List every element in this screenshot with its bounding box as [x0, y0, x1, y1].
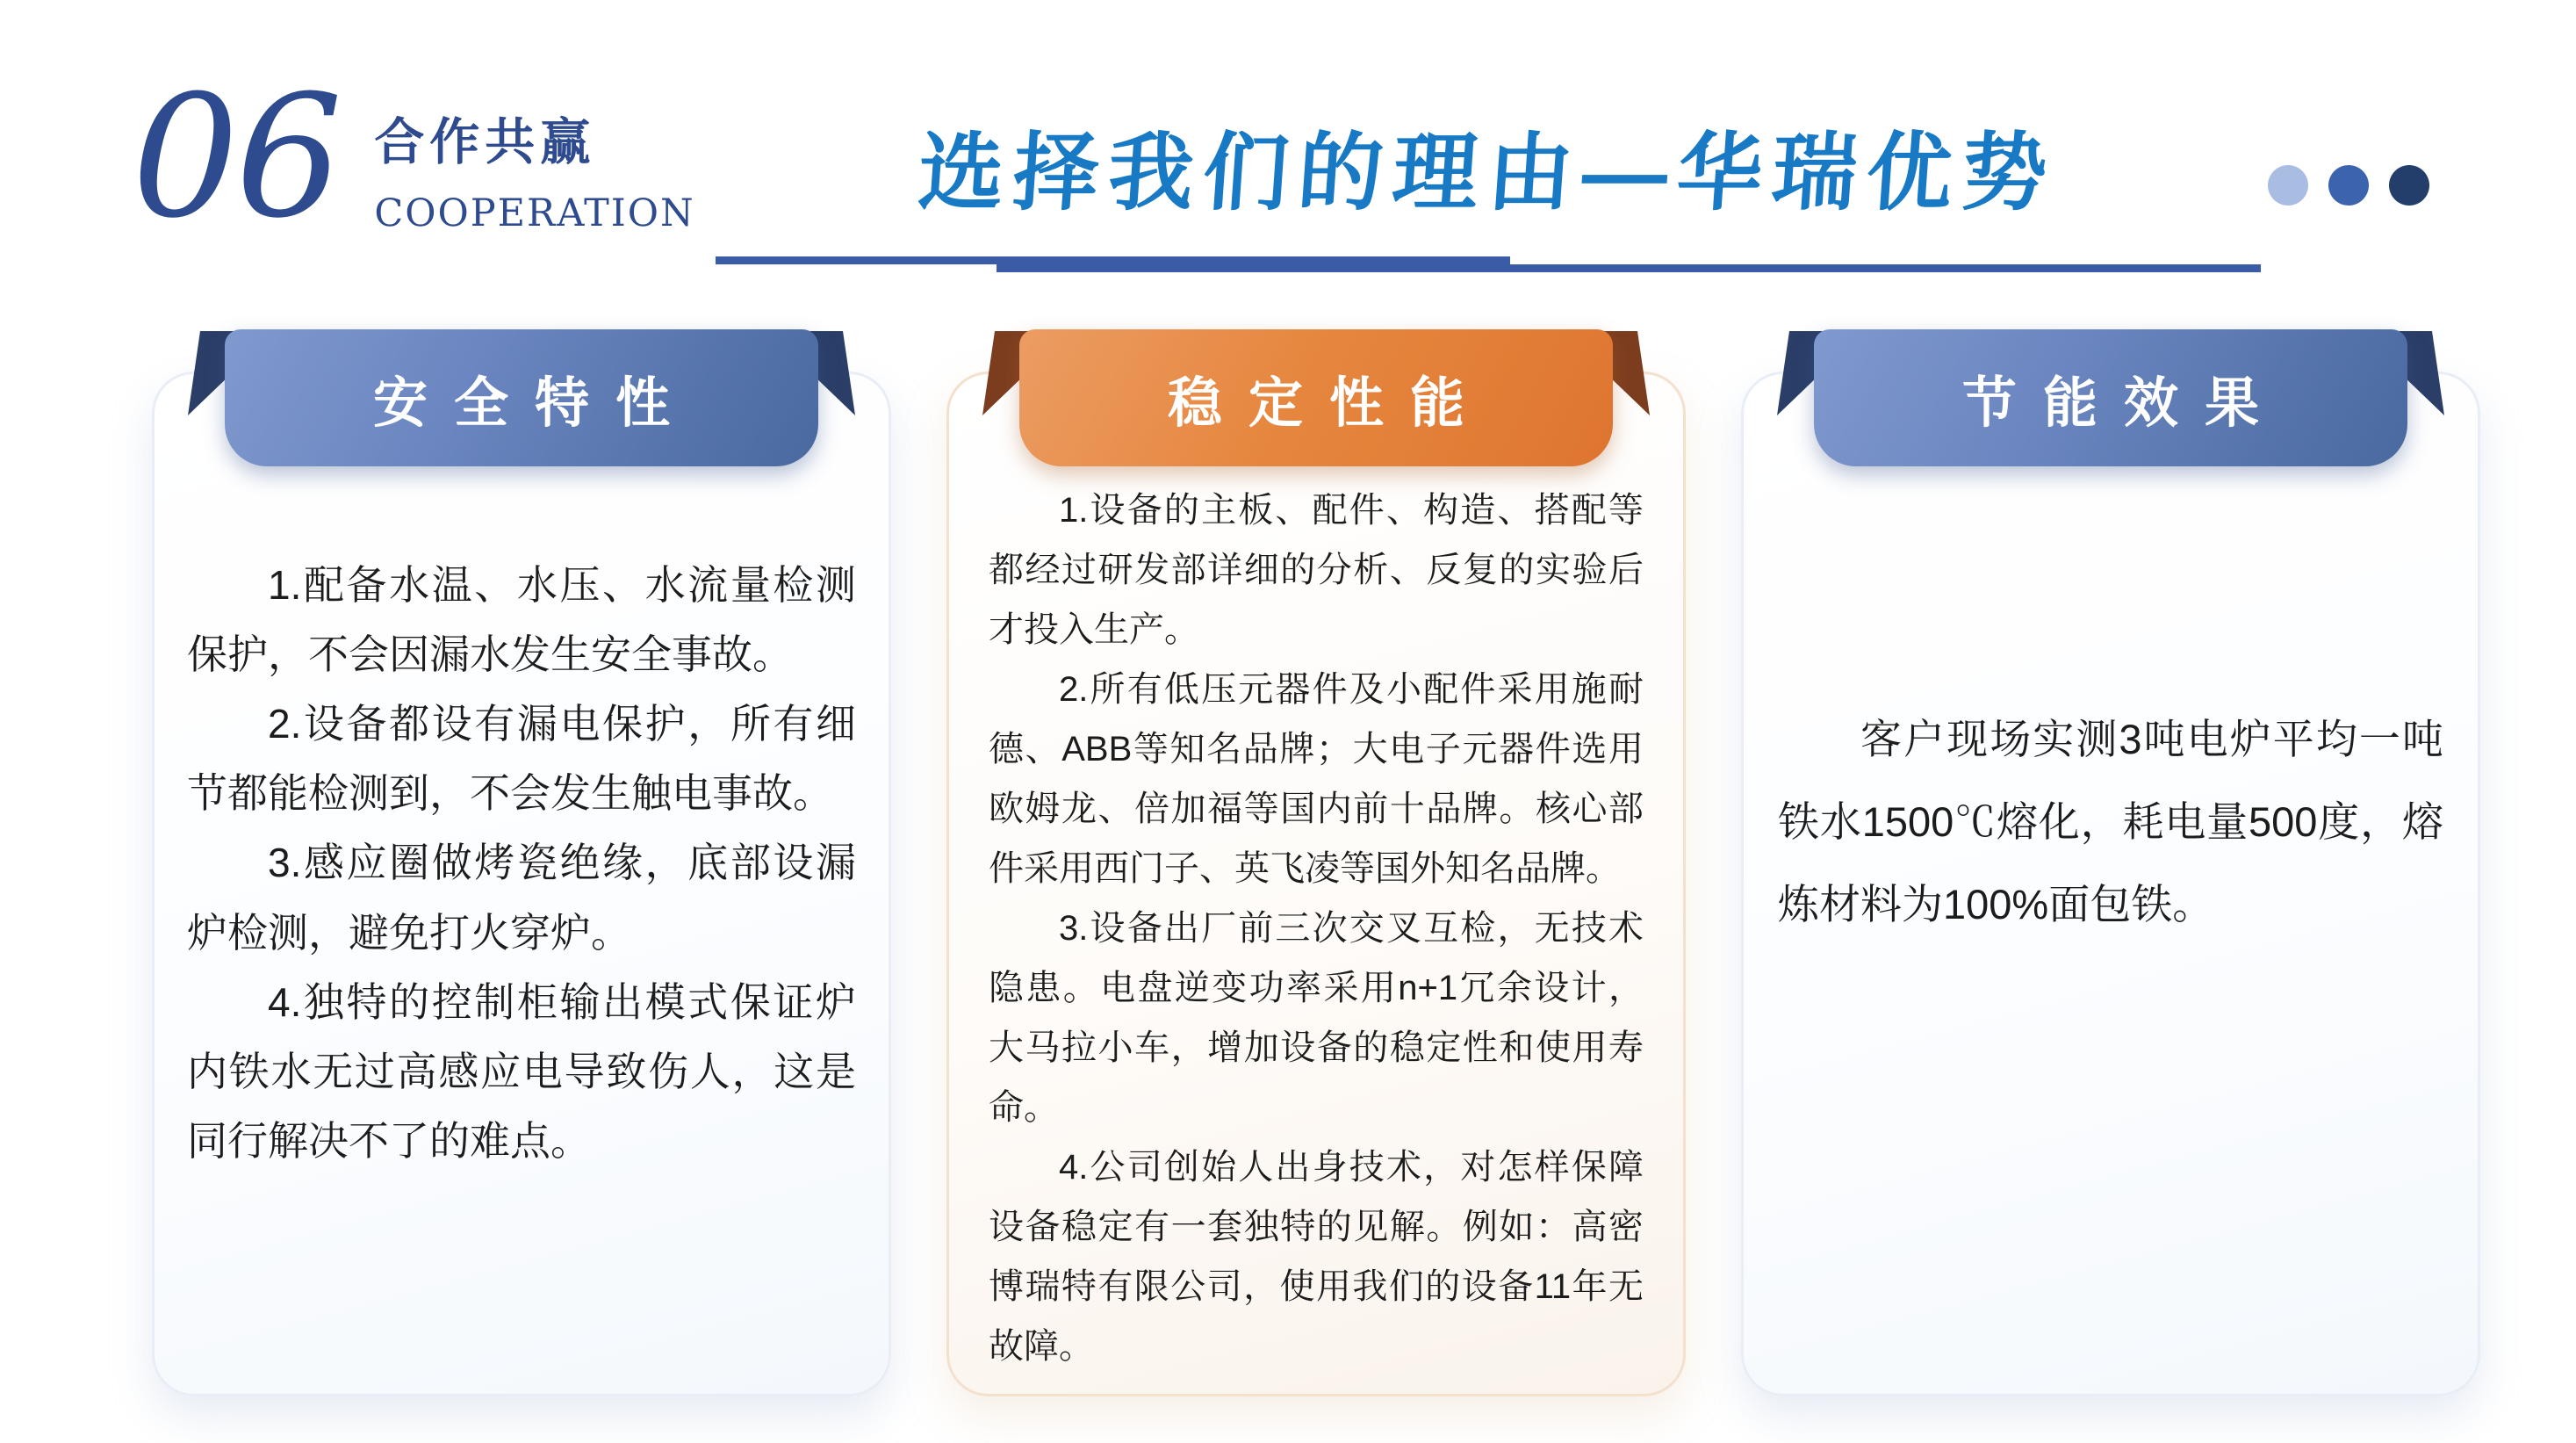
card-paragraph: 客户现场实测3吨电炉平均一吨铁水1500℃熔化，耗电量500度，熔炼材料为100%面包铁。	[1778, 716, 2443, 927]
card-paragraph: 2.所有低压元器件及小配件采用施耐德、ABB等知名品牌；大电子元器件选用欧姆龙、倍加福等国内前十品牌。核心部件采用西门子、英飞凌等国外知名品牌。	[989, 670, 1644, 888]
card-paragraph: 4.公司创始人出身技术，对怎样保障设备稳定有一套独特的见解。例如：高密博瑞特有限公司，使用我们的设备11年无故障。	[989, 1148, 1644, 1366]
card-paragraph: 3.感应圈做烤瓷绝缘，底部设漏炉检测，避免打火穿炉。	[187, 840, 856, 956]
ribbon-banner	[1019, 329, 1613, 466]
pagination-dot	[2389, 165, 2429, 206]
card-ribbon	[225, 329, 818, 466]
card-text	[946, 329, 1686, 1396]
advantage-cards	[152, 329, 2481, 1396]
card-paragraph: 4.独特的控制柜输出模式保证炉内铁水无过高感应电导致伤人，这是同行解决不了的难点。	[187, 978, 856, 1164]
title-underline-segment	[997, 264, 2261, 272]
card-energy-saving	[1741, 329, 2480, 1396]
section-badge-title: 合作共赢	[374, 114, 596, 170]
page-title-block	[716, 104, 2261, 227]
card-stability	[946, 329, 1686, 1396]
card-ribbon	[1019, 329, 1613, 466]
card-ribbon	[1814, 329, 2407, 466]
section-badge-text	[374, 86, 694, 235]
card-text	[152, 329, 891, 1396]
card-paragraph: 3.设备出厂前三次交叉互检，无技术隐患。电盘逆变功率采用n+1冗余设计，大马拉小车，增加设备的稳定性和使用寿命。	[989, 909, 1644, 1127]
card-paragraph: 1.设备的主板、配件、构造、搭配等都经过研发部详细的分析、反复的实验后才投入生产。	[989, 491, 1644, 649]
card-safety	[152, 329, 891, 1396]
section-badge-subtitle: COOPERATION	[374, 191, 695, 235]
card-title: 节能效果	[1961, 372, 2285, 434]
card-title: 安全特性	[372, 372, 696, 434]
ribbon-banner	[1814, 329, 2407, 466]
pagination-dot	[2328, 165, 2369, 206]
ribbon-banner	[225, 329, 818, 466]
pagination-dot	[2268, 165, 2308, 206]
card-title: 稳定性能	[1167, 372, 1491, 434]
section-badge	[132, 60, 695, 256]
card-paragraph: 1.配备水温、水压、水流量检测保护，不会因漏水发生安全事故。	[187, 562, 856, 678]
pagination-dots	[2268, 165, 2429, 206]
title-underline	[716, 256, 2261, 276]
section-number: 06	[132, 60, 340, 256]
card-paragraph: 2.设备都设有漏电保护，所有细节都能检测到，不会发生触电事故。	[187, 701, 856, 817]
page-title: 选择我们的理由—华瑞优势	[915, 125, 2061, 220]
title-underline-segment	[716, 256, 1510, 264]
card-text	[1741, 329, 2480, 1396]
